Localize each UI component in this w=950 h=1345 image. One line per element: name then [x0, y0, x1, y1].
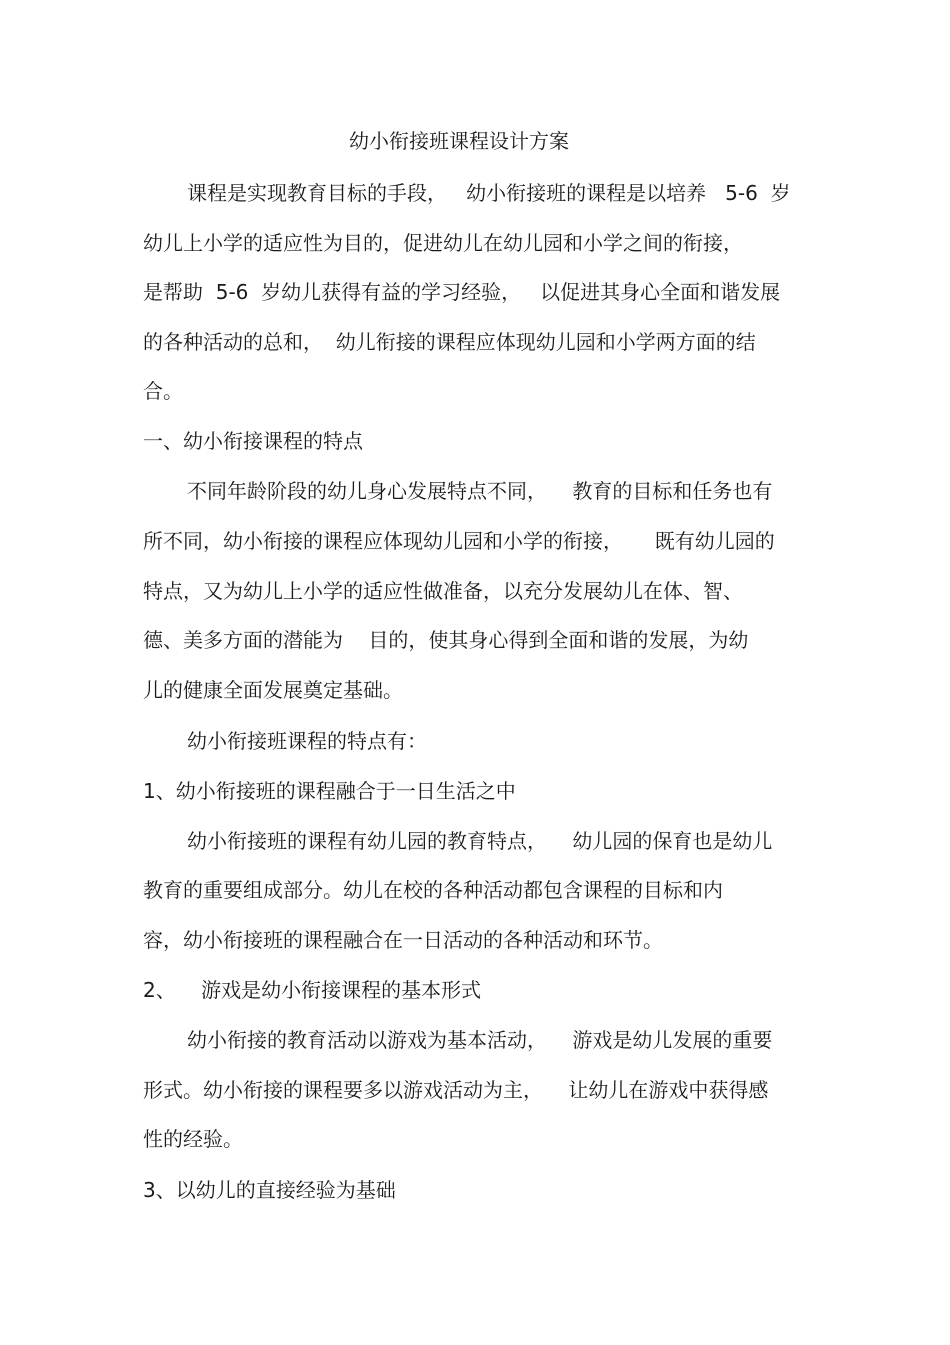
paragraph-line: 课程是实现教育目标的手段， 幼小衔接班的课程是以培养 5-6 岁: [187, 181, 791, 205]
paragraph-line: 的各种活动的总和， 幼儿衔接的课程应体现幼儿园和小学两方面的结: [143, 330, 756, 354]
subsection-heading: 3、以幼儿的直接经验为基础: [143, 1178, 396, 1202]
paragraph-line: 合。: [143, 379, 183, 403]
paragraph-line: 儿的健康全面发展奠定基础。: [143, 678, 403, 702]
paragraph-line: 幼小衔接的教育活动以游戏为基本活动， 游戏是幼儿发展的重要: [187, 1028, 773, 1052]
subsection-heading: 2、 游戏是幼小衔接课程的基本形式: [143, 978, 482, 1002]
paragraph-line: 不同年龄阶段的幼儿身心发展特点不同， 教育的目标和任务也有: [187, 479, 773, 503]
paragraph-line: 性的经验。: [143, 1127, 243, 1151]
section-heading: 一、幼小衔接课程的特点: [143, 429, 363, 453]
paragraph-line: 教育的重要组成部分。幼儿在校的各种活动都包含课程的目标和内: [143, 878, 723, 902]
paragraph-line: 所不同，幼小衔接的课程应体现幼儿园和小学的衔接， 既有幼儿园的: [143, 529, 775, 553]
paragraph-line: 幼小衔接班的课程有幼儿园的教育特点， 幼儿园的保育也是幼儿: [187, 829, 773, 853]
paragraph-line: 幼小衔接班课程的特点有：: [187, 729, 427, 753]
paragraph-line: 德、美多方面的潜能为 目的，使其身心得到全面和谐的发展，为幼: [143, 628, 749, 652]
paragraph-line: 容，幼小衔接班的课程融合在一日活动的各种活动和环节。: [143, 928, 663, 952]
subsection-heading: 1、幼小衔接班的课程融合于一日生活之中: [143, 779, 516, 803]
paragraph-line: 是帮助 5-6 岁幼儿获得有益的学习经验， 以促进其身心全面和谐发展: [143, 280, 781, 304]
paragraph-line: 幼儿上小学的适应性为目的，促进幼儿在幼儿园和小学之间的衔接，: [143, 231, 743, 255]
document-title: 幼小衔接班课程设计方案: [349, 129, 569, 153]
paragraph-line: 特点，又为幼儿上小学的适应性做准备，以充分发展幼儿在体、智、: [143, 579, 743, 603]
paragraph-line: 形式。幼小衔接的课程要多以游戏活动为主， 让幼儿在游戏中获得感: [143, 1078, 769, 1102]
